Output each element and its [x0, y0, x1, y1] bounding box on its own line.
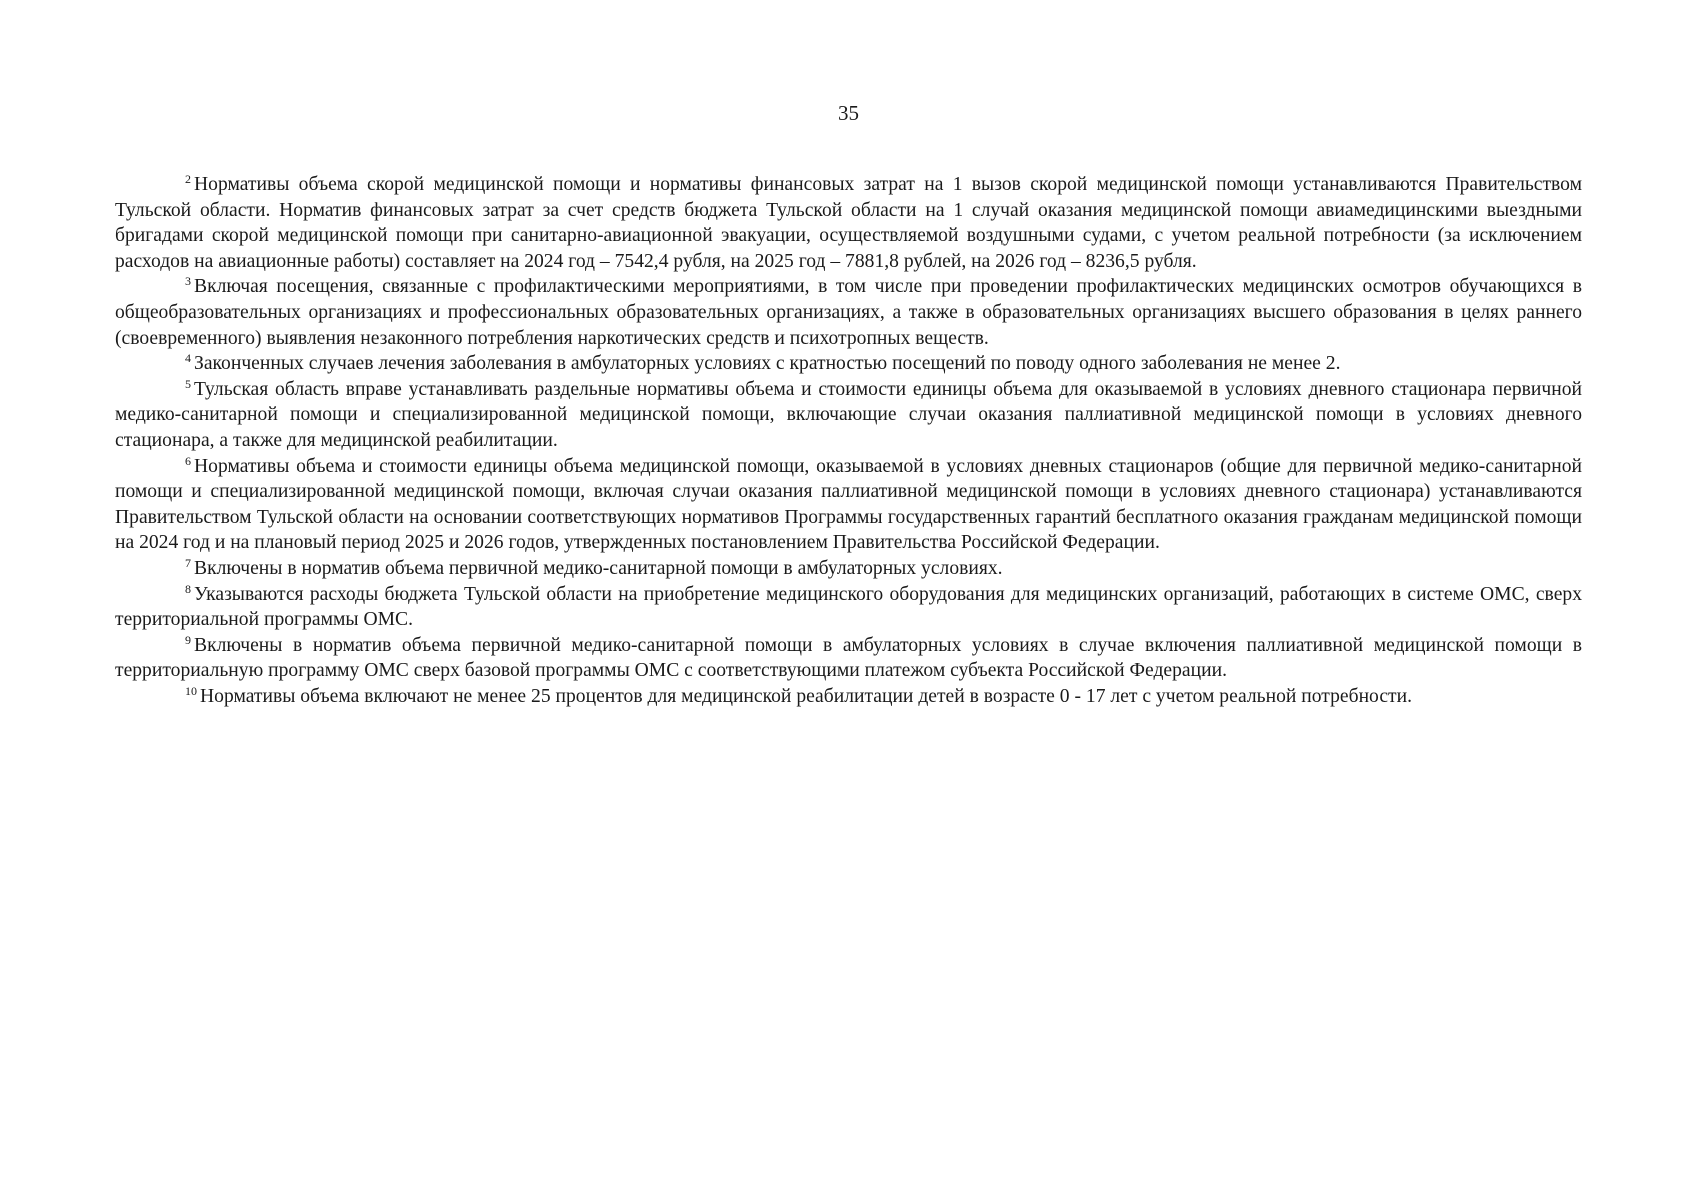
footnote	[115, 684, 1582, 710]
footnote-text: Тульская область вправе устанавливать раздельные нормативы объема и стоимости единицы объема для оказываемой в условиях дневного стационара первичной медико-санитарной помощи и специализированной медицинской помощи, включающие случаи оказания паллиативной медицинской помощи в условиях дневного стационара, а также для медицинской реабилитации.	[115, 378, 1582, 451]
footnote-text: Указываются расходы бюджета Тульской области на приобретение медицинского оборудования для медицинских организаций, работающих в системе ОМС, сверх территориальной программы ОМС.	[115, 583, 1582, 631]
footnote-text: Нормативы объема и стоимости единицы объема медицинской помощи, оказываемой в условиях дневных стационаров (общие для первичной медико-санитарной помощи и специализированной медицинской помощи, включая случаи оказания паллиативной медицинской помощи в условиях дневного стационара) устанавливаются Правительством Тульской области на основании соответствующих нормативов Программы государственных гарантий бесплатного оказания гражданам медицинской помощи на 2024 год и на плановый период 2025 и 2026 годов, утвержденных постановлением Правительства Российской Федерации.	[115, 455, 1582, 554]
footnote-text: Включены в норматив объема первичной медико-санитарной помощи в амбулаторных условиях в случае включения паллиативной медицинской помощи в территориальную программу ОМС сверх базовой программы ОМС с соответствующими платежом субъекта Российской Федерации.	[115, 634, 1582, 682]
footnote-marker: 9	[185, 632, 191, 647]
footnote-marker: 2	[185, 172, 191, 186]
footnote-marker: 4	[185, 351, 191, 366]
footnote-marker: 5	[185, 376, 191, 391]
footnote	[115, 274, 1582, 351]
footnote	[115, 377, 1582, 454]
footnote-text: Законченных случаев лечения заболевания в амбулаторных условиях с кратностью посещений по поводу одного заболевания не менее 2.	[194, 353, 1341, 375]
footnote	[115, 633, 1582, 684]
footnote-marker: 6	[185, 453, 191, 468]
footnote-text: Нормативы объема включают не менее 25 процентов для медицинской реабилитации детей в возрасте 0 - 17 лет с учетом реальной потребности.	[200, 685, 1412, 707]
footnote-marker: 8	[185, 581, 191, 596]
footnote-marker: 7	[185, 555, 191, 570]
footnote	[115, 351, 1582, 377]
footnote	[115, 454, 1582, 556]
footnote-marker: 10	[185, 683, 197, 698]
footnote-text: Включены в норматив объема первичной медико-санитарной помощи в амбулаторных условиях.	[194, 557, 1003, 579]
page-number: 35	[838, 101, 859, 125]
footnote	[115, 172, 1582, 274]
footnote-marker: 3	[185, 274, 191, 289]
footnote	[115, 582, 1582, 633]
footnote-text: Нормативы объема скорой медицинской помощи и нормативы финансовых затрат на 1 вызов скорой медицинской помощи устанавливаются Правительством Тульской области. Норматив финансовых затрат за счет средств бюджета Тульской области на 1 случай оказания медицинской помощи авиамедицинскими выездными бригадами скорой медицинской помощи при санитарно-авиационной эвакуации, осуществляемой воздушными судами, с учетом реальной потребности (за исключением расходов на авиационные работы) составляет на 2024 год – 7542,4 рубля, на 2025 год – 7881,8 рублей, на 2026 год – 8236,5 рубля.	[115, 174, 1582, 272]
footnote	[115, 556, 1582, 582]
footnotes-list	[115, 172, 1582, 709]
footnote-text: Включая посещения, связанные с профилактическими мероприятиями, в том числе при проведении профилактических медицинских осмотров обучающихся в общеобразовательных организациях и профессиональных образовательных организациях, а также в образовательных организациях высшего образования в целях раннего (своевременного) выявления незаконного потребления наркотических средств и психотропных веществ.	[115, 276, 1582, 349]
